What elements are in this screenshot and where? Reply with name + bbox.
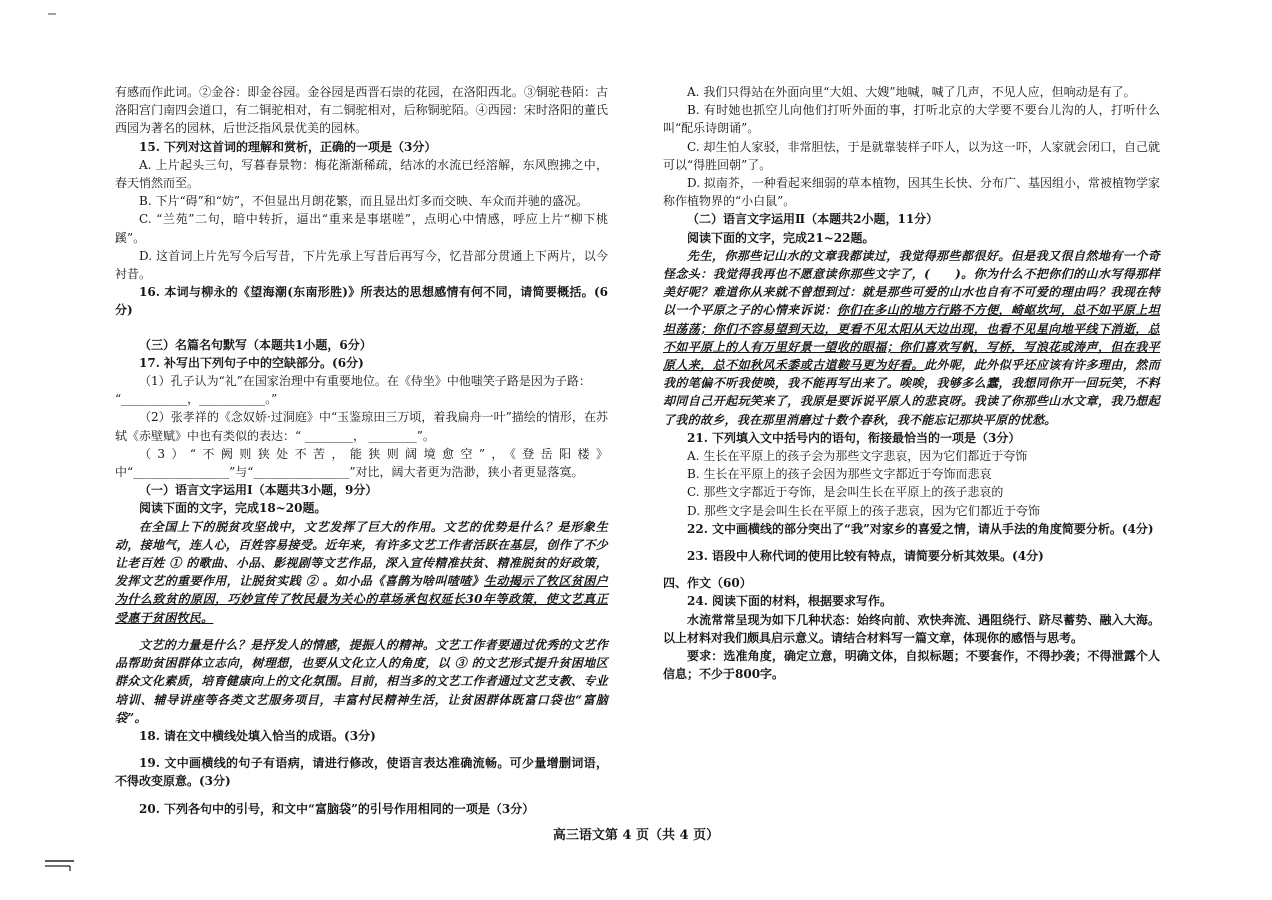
question-16: 16. 本词与柳永的《望海潮(东南形胜)》所表达的思想感情有何不同，请简要概括。(6分) [115,285,608,318]
essay-material: 水流常常呈现为如下几种状态：始终向前、欢快奔流、遇阻绕行、跻尽蓄势、融入大海。以上材料对我们颇具启示意义。请结合材料写一篇文章，体现你的感悟与思考。 [663,612,1160,645]
scan-margin-mark [44,858,78,872]
question-21: 21. 下列填入文中括号内的语句，衔接最恰当的一项是（3分） [687,430,1021,445]
question-24: 24. 阅读下面的材料，根据要求写作。 [687,594,893,609]
q21-option-b: B. 生长在平原上的孩子会因为那些文字都近于夸饰而悲哀 [687,467,992,482]
question-23: 23. 语段中人称代词的使用比较有特点，请简要分析其效果。(4分) [687,549,1044,564]
left-column [115,83,608,818]
question-18: 18. 请在文中横线处填入恰当的成语。(3分) [139,728,376,743]
poem-notes: 有感而作此词。②金谷：即金谷园。金谷园是西晋石崇的花园，在洛阳西北。③铜驼巷陌：古洛阳宫门南四会道口，有二铜驼相对，有二铜驼相对，后称铜驼陌。④西园：宋时洛阳的董氏西园为著名的园林，后世泛指风景优美的园林。 [115,85,608,136]
section-language-1-heading: （一）语言文字运用Ⅰ（本题共3小题，9分） [139,483,378,498]
answer-space [115,320,608,336]
q15-option-b: B. 下片“碍”和“妨”，不但显出月朗花繁，而且显出灯多而交映、车众而并驰的盛况。 [139,194,588,209]
section-language-2-heading: （二）语言文字运用Ⅱ（本题共2小题，11分） [687,212,939,227]
reading-instruction: 阅读下面的文字，完成18~20题。 [139,501,327,516]
answer-space [663,565,1160,574]
reading-instruction: 阅读下面的文字，完成21~22题。 [687,230,875,245]
q17-part-1: （1）孔子认为“礼”在国家治理中有重要地位。在《侍坐》中他嗤笑子路是因为子路： [139,374,591,389]
page-footer: 高三语文第 4 页（共 4 页） [552,828,720,843]
q20-option-b: B. 有时她也抓空儿向他们打听外面的事，打听北京的大学要不要台儿沟的人，打听什么叫“配乐诗朗诵”。 [663,103,1160,136]
underlined-sentence: 生动揭示了牧区贫困户为什么致贫的原因，巧妙宣传了牧民最为关心的草场承包权延长30年等政策，使文艺真正受惠于贫困牧民。 [115,574,608,625]
q21-option-c: C. 那些文字都近于夸饰，是会叫生长在平原上的孩子悲哀的 [687,485,1004,500]
answer-space [663,538,1160,547]
question-20: 20. 下列各句中的引号，和文中“富脑袋”的引号作用相同的一项是（3分） [139,801,535,816]
q17-part-3: （3）“不阙则狭处不苦，能狭则阔境愈空”，《登岳阳楼》中“________________”与“________________”对比，阔大者更为浩渺，狭小者更显落寞。 [115,446,608,480]
q20-option-c: C. 却生怕人家驳，非常胆怯，于是就靠装样子吓人，以为这一吓，人家就会闭口，自己就可以“得胜回朝”了。 [663,139,1160,172]
section-3-heading: （三）名篇名句默写（本题共1小题，6分） [139,337,372,352]
underlined-passage: 你们在多山的地方行路不方便，崎岖坎坷，总不如平原上坦坦荡荡；你们不容易望到天边，更看不见太阳从天边出现，也看不见星向地平线下消逝，总不如平原上的人有万里好景一望收的眼福；你们喜欢写帆，写桥，写浪花或涛声，但在我平原人来，总不如秋风禾黍或古道鞍马更为好看。 [663,303,1160,373]
passage-text-b: 此外呢，此外似乎还应该有许多理由，然而我的笔偏不听我使唤，我不能再写出来了。唉唉，我够多么蠢，我想同你开一回玩笑，不料却同自己开起玩笑来了，我原是要诉说平原人的悲哀呀。我读了你那些山水文章，我乃想起了我的故乡，我在那里消磨过十数个春秋，我不能忘记那块平原的忧愁。 [663,358,1161,427]
passage-text-a: 先生，你那些记山水的文章我都读过，我觉得那些都很好。但是我又很自然地有一个奇怪念头：我觉得我再也不愿意读你那些文字了，( )。你为什么不把你们的山水写得那样美好呢？难道你从来就不曾想到过：就是那些可爱的山水也自有不可爱的理由吗？我现在特以一个平原之子的心情来诉说： [663,248,1160,318]
question-15: 15. 下列对这首词的理解和赏析，正确的一项是（3分） [139,139,437,154]
q15-option-d: D. 这首词上片先写今后写昔，下片先承上写昔后再写今，忆昔部分贯通上下两片，以今衬昔。 [115,248,608,282]
section-4-heading: 四、作文（60） [663,576,752,591]
passage-paragraph-1 [115,518,608,627]
q15-option-c: C. “兰苑”二句，暗中转折，逼出“重来是事堪嗟”，点明心中情感，呼应上片“柳下桃蹊”。 [115,212,608,245]
answer-space [115,791,608,800]
q17-part-1-blanks: “___________，___________。” [115,392,278,407]
right-column [663,83,1160,684]
essay-requirements: 要求：选准角度，确定立意，明确文体，自拟标题；不要套作，不得抄袭；不得泄露个人信息；不少于800字。 [663,649,1160,682]
passage-paragraph [663,247,1160,429]
scan-corner-tick [48,13,56,15]
passage-1-text: 在全国上下的脱贫攻坚战中，文艺发挥了巨大的作用。文艺的优势是什么？是形象生动，接地气，连人心，百姓容易接受。近年来，有许多文艺工作者活跃在基层，创作了不少让老百姓 ① 的歌曲、小品、影视剧等文艺作品，深入宣传精准扶贫、精准脱贫的好政策，发挥文艺的重要作用，让脱贫实践 ② 。如小品《喜鹊为啥叫喳喳》 [115,519,608,589]
q20-option-d: D. 拟南芥，一种看起来细弱的草本植物，因其生长快、分布广、基因组小，常被植物学家称作植物界的“小白鼠”。 [663,176,1160,209]
q17-part-2: （2）张孝祥的《念奴娇·过洞庭》中“玉鉴琼田三万顷，着我扁舟一叶”描绘的情形，在苏轼《赤壁赋》中也有类似的表达：“ ________， ________”。 [115,410,608,443]
q20-option-a: A. 我们只得站在外面向里“大姐、大嫂”地喊，喊了几声，不见人应，但响动是有了。 [687,85,1136,99]
q21-option-a: A. 生长在平原上的孩子会为那些文字悲哀，因为它们都近于夸饰 [687,449,1028,464]
q21-option-d: D. 那些文字是会叫生长在平原上的孩子悲哀，因为它们都近于夸饰 [687,503,1040,518]
answer-space [115,745,608,754]
passage-paragraph-2: 文艺的力量是什么？是抒发人的情感，提振人的精神。文艺工作者要通过优秀的文艺作品帮助贫困群体立志向，树理想，也要从文化立人的角度，以 ③ 的文艺形式提升贫困地区群众文化素质，培育健康向上的文化氛围。目前，相当多的文艺工作者通过文艺支教、专业培训、辅导讲座等各类文艺服务项目，丰富村民精神生活，让贫困群体既富口袋也“富脑袋”。 [115,637,608,725]
q15-option-a: A. 上片起头三句，写暮春景物：梅花渐渐稀疏，结冰的水流已经溶解，东风煦拂之中，春天悄然而至。 [115,157,608,191]
question-22: 22. 文中画横线的部分突出了“我”对家乡的喜爱之情，请从手法的角度简要分析。(4分) [687,521,1154,536]
question-19: 19. 文中画横线的句子有语病，请进行修改，使语言表达准确流畅。可少量增删词语，不得改变原意。(3分) [115,756,608,789]
question-17: 17. 补写出下列句子中的空缺部分。(6分) [139,355,364,370]
